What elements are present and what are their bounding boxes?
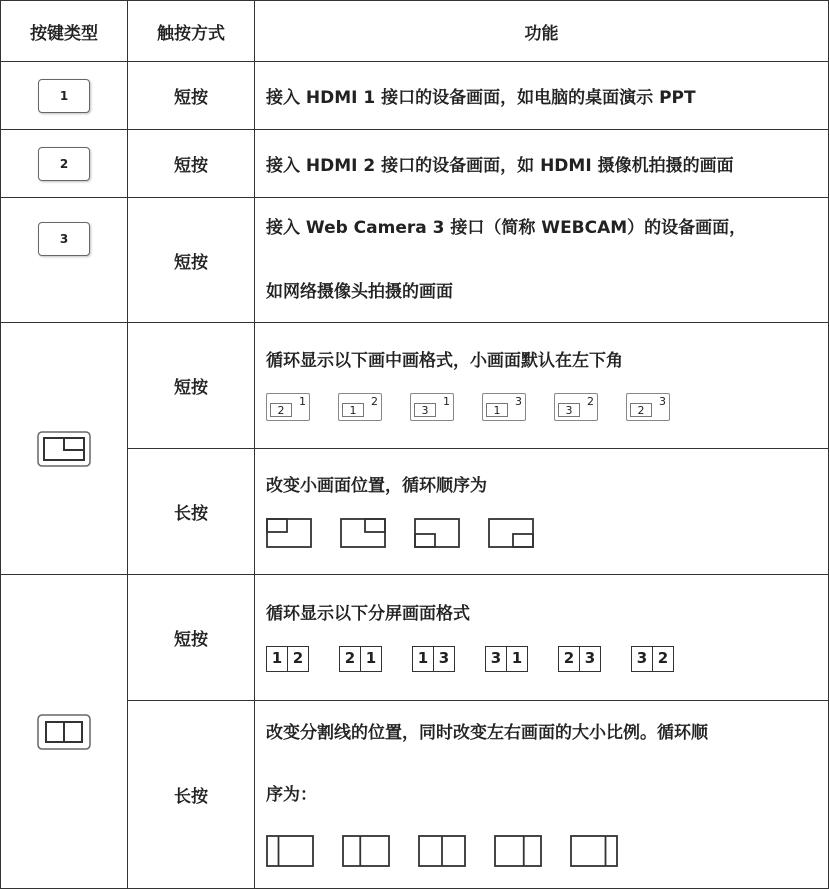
split-number: 1 [360,647,381,671]
function-text: 序为： [266,784,317,805]
split-format-icon [339,646,382,672]
press-type: 长按 [128,449,255,575]
split-divider-icon [266,835,314,867]
pip-main-number: 3 [414,403,436,417]
pip-format-icon [554,393,598,421]
header-function: 功能 [255,1,829,62]
split-number: 3 [636,648,648,667]
split-number: 1 [271,648,283,667]
split-number: 2 [287,647,308,671]
table-row [1,575,829,701]
pip-format-icon [410,393,454,421]
pip-format-icon [482,393,526,421]
split-format-list [266,646,828,672]
pip-sub-number: 1 [299,394,306,408]
pip-main-number: 1 [486,403,508,417]
pip-sub-number: 3 [515,394,522,408]
split-number: 3 [433,647,454,671]
pip-main-number: 2 [630,403,652,417]
header-key-type: 按键类型 [1,1,128,62]
table-row [1,198,829,323]
table-row [1,323,829,449]
pip-main-number: 2 [270,403,292,417]
header-press-type: 触按方式 [128,1,255,62]
function-text: 改变小画面位置，循环顺序为 [266,475,487,496]
split-number: 2 [652,647,673,671]
split-divider-icon [570,835,618,867]
function-text: 循环显示以下画中画格式，小画面默认在左下角 [266,350,623,371]
key-2-icon: 2 [38,147,90,181]
pip-position-bottom-left-icon [414,518,460,548]
press-type: 长按 [128,701,255,889]
pip-format-icon [266,393,310,421]
pip-format-icon [626,393,670,421]
table-row [1,62,829,130]
function-text: 接入 HDMI 1 接口的设备画面，如电脑的桌面演示 PPT [255,62,829,130]
pip-sub-number: 2 [371,394,378,408]
press-type: 短按 [128,575,255,701]
split-divider-list [266,835,828,867]
split-format-icon [631,646,674,672]
split-key-icon [37,714,91,750]
function-text: 接入 Web Camera 3 接口（简称 WEBCAM）的设备画面， [266,218,747,238]
split-format-icon [266,646,309,672]
press-type: 短按 [128,62,255,130]
split-format-icon [412,646,455,672]
split-number: 3 [490,648,502,667]
function-text: 接入 HDMI 2 接口的设备画面，如 HDMI 摄像机拍摄的画面 [255,130,829,198]
split-format-icon [558,646,601,672]
pip-main-number: 1 [342,403,364,417]
press-type: 短按 [128,130,255,198]
split-number: 2 [563,648,575,667]
split-divider-icon [494,835,542,867]
key-3-icon: 3 [38,222,90,256]
pip-main-number: 3 [558,403,580,417]
split-number: 3 [579,647,600,671]
press-type: 短按 [128,323,255,449]
pip-key-icon [37,431,91,467]
header-row [1,1,829,62]
split-number: 1 [417,648,429,667]
split-divider-icon [342,835,390,867]
press-type: 短按 [128,198,255,323]
pip-position-bottom-right-icon [488,518,534,548]
pip-sub-number: 1 [443,394,450,408]
pip-position-top-right-icon [340,518,386,548]
pip-sub-number: 2 [587,394,594,408]
function-text: 循环显示以下分屏画面格式 [266,603,470,624]
split-number: 1 [506,647,527,671]
pip-format-list [266,393,828,421]
function-text: 改变分割线的位置，同时改变左右画面的大小比例。循环顺 [266,722,708,743]
split-divider-icon [418,835,466,867]
pip-position-list [266,518,828,548]
table-row [1,130,829,198]
pip-sub-number: 3 [659,394,666,408]
key-1-icon: 1 [38,79,90,113]
function-text: 如网络摄像头拍摄的画面 [266,282,453,302]
split-format-icon [485,646,528,672]
pip-position-top-left-icon [266,518,312,548]
split-number: 2 [344,648,356,667]
pip-format-icon [338,393,382,421]
